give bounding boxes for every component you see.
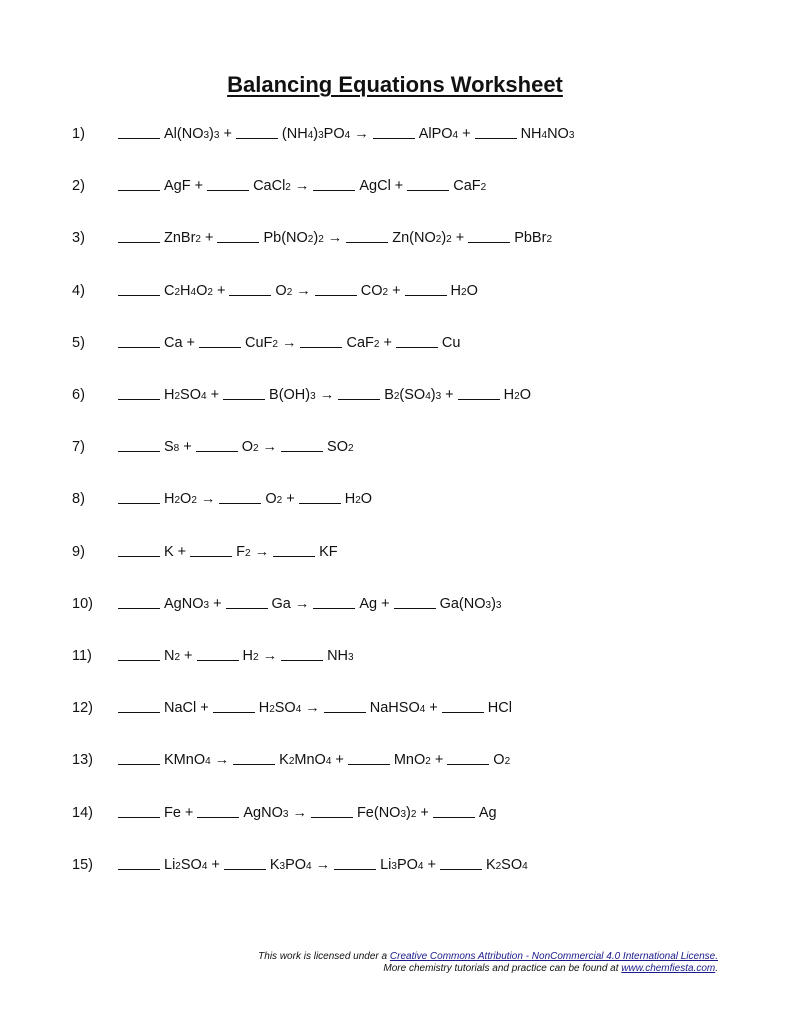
coefficient-blank[interactable] [338, 399, 380, 400]
coefficient-blank[interactable] [118, 295, 160, 296]
coefficient-blank[interactable] [197, 660, 239, 661]
chemical-formula: Zn(NO2)2 [392, 230, 452, 247]
problem-number: 1) [72, 126, 85, 142]
coefficient-blank[interactable] [313, 608, 355, 609]
coefficient-blank[interactable] [118, 660, 160, 661]
yields-arrow-icon: → [319, 387, 335, 403]
equation [118, 752, 514, 768]
coefficient-blank[interactable] [334, 869, 376, 870]
chemical-formula: Ga(NO3)3 [439, 595, 502, 612]
chemical-formula: AgF [164, 178, 191, 195]
site-link[interactable]: www.chemfiesta.com [621, 963, 716, 974]
coefficient-blank[interactable] [348, 764, 390, 765]
coefficient-blank[interactable] [440, 869, 482, 870]
equation [118, 648, 358, 664]
chemical-formula: Fe(NO3)2 [356, 804, 417, 821]
coefficient-blank[interactable] [118, 503, 160, 504]
coefficient-blank[interactable] [315, 295, 357, 296]
equation [118, 230, 556, 246]
chemical-formula: Ag [359, 595, 378, 612]
equation [118, 387, 535, 403]
chemical-formula: H2O2 [164, 491, 197, 508]
chemical-formula: S8 [164, 439, 180, 456]
yields-arrow-icon: → [200, 491, 216, 508]
license-prefix: This work is licensed under a [258, 951, 390, 962]
plus-sign: + [204, 230, 214, 247]
coefficient-blank[interactable] [299, 503, 341, 504]
chemical-formula: ZnBr2 [164, 230, 201, 247]
coefficient-blank[interactable] [118, 190, 160, 191]
coefficient-blank[interactable] [219, 503, 261, 504]
chemical-formula: CaF2 [346, 334, 380, 351]
chemical-formula: Li2SO4 [164, 856, 208, 873]
chemical-formula: KMnO4 [164, 752, 211, 769]
chemical-formula: O2 [265, 491, 283, 508]
chemical-formula: Li3PO4 [380, 856, 424, 873]
coefficient-blank[interactable] [229, 295, 271, 296]
coefficient-blank[interactable] [281, 451, 323, 452]
plus-sign: + [286, 491, 295, 508]
equation [118, 596, 505, 612]
plus-sign: + [184, 804, 194, 821]
chemical-formula: NH3 [327, 648, 354, 664]
coefficient-blank[interactable] [236, 138, 278, 139]
coefficient-blank[interactable] [300, 347, 342, 348]
chemical-formula: AgCl [359, 178, 391, 195]
equation-row [72, 700, 516, 724]
yields-arrow-icon: → [214, 752, 230, 769]
equation-row [72, 805, 501, 829]
coefficient-blank[interactable] [273, 556, 315, 557]
coefficient-blank[interactable] [324, 712, 366, 713]
yields-arrow-icon: → [327, 230, 343, 247]
plus-sign: + [223, 126, 232, 142]
problem-number: 9) [72, 543, 85, 560]
yields-arrow-icon: → [262, 439, 278, 456]
chemical-formula: KF [319, 543, 338, 560]
coefficient-blank[interactable] [475, 138, 517, 139]
equation-row [72, 335, 464, 359]
yields-arrow-icon: → [281, 334, 297, 351]
equation [118, 178, 490, 194]
coefficient-blank[interactable] [311, 817, 353, 818]
plus-sign: + [210, 387, 220, 403]
coefficient-blank[interactable] [346, 242, 388, 243]
equation-row [72, 648, 358, 672]
yields-arrow-icon: → [294, 595, 310, 612]
coefficient-blank[interactable] [233, 764, 275, 765]
problem-number: 13) [72, 752, 93, 769]
coefficient-blank[interactable] [118, 242, 160, 243]
chemical-formula: SO2 [327, 439, 354, 456]
coefficient-blank[interactable] [313, 190, 355, 191]
chemical-formula: H2SO4 [164, 387, 207, 403]
license-link[interactable]: Creative Commons Attribution - NonCommercial 4.0 International License. [389, 951, 718, 962]
chemical-formula: F2 [236, 543, 251, 560]
chemical-formula: AlPO4 [418, 126, 459, 142]
coefficient-blank[interactable] [118, 399, 160, 400]
chemical-formula: N2 [164, 648, 181, 664]
problem-number: 8) [72, 491, 85, 508]
equation-row [72, 857, 532, 881]
plus-sign: + [216, 282, 226, 299]
coefficient-blank[interactable] [197, 817, 239, 818]
coefficient-blank[interactable] [447, 764, 489, 765]
chemical-formula: NaCl [164, 700, 197, 717]
chemical-formula: O2 [275, 282, 293, 299]
problem-number: 2) [72, 178, 85, 195]
coefficient-blank[interactable] [118, 608, 160, 609]
coefficient-blank[interactable] [433, 817, 475, 818]
plus-sign: + [434, 752, 444, 769]
equation-row [72, 439, 358, 463]
page-title: Balancing Equations Worksheet [227, 72, 563, 97]
problem-number: 10) [72, 595, 93, 612]
chemical-formula: CuF2 [245, 334, 278, 351]
license-line [258, 951, 718, 963]
equation-row [72, 283, 482, 307]
coefficient-blank[interactable] [118, 138, 160, 139]
chemical-formula: AgNO3 [243, 804, 289, 821]
coefficient-blank[interactable] [224, 869, 266, 870]
coefficient-blank[interactable] [199, 347, 241, 348]
equation-row [72, 126, 578, 150]
chemical-formula: CO2 [360, 282, 389, 299]
equation [118, 335, 464, 351]
chemical-formula: Fe [164, 804, 181, 821]
yields-arrow-icon: → [254, 543, 270, 560]
equation [118, 544, 342, 560]
plus-sign: + [381, 595, 390, 612]
coefficient-blank[interactable] [118, 347, 160, 348]
problem-number: 3) [72, 230, 85, 247]
yields-arrow-icon: → [296, 282, 311, 299]
plus-sign: + [394, 178, 404, 195]
coefficient-blank[interactable] [118, 817, 160, 818]
coefficient-blank[interactable] [226, 608, 268, 609]
coefficient-blank[interactable] [396, 347, 438, 348]
chemical-formula: CaF2 [453, 178, 487, 195]
equation-row [72, 752, 514, 776]
yields-arrow-icon: → [294, 178, 310, 195]
plus-sign: + [455, 230, 465, 247]
problem-number: 11) [72, 648, 92, 664]
plus-sign: + [200, 700, 209, 717]
chemical-formula: Ca [164, 334, 183, 351]
chemical-formula: K3PO4 [269, 856, 312, 873]
coefficient-blank[interactable] [458, 399, 500, 400]
coefficient-blank[interactable] [118, 712, 160, 713]
coefficient-blank[interactable] [207, 190, 249, 191]
site-line [258, 963, 718, 975]
chemical-formula: HCl [487, 700, 512, 717]
equation-row [72, 230, 556, 254]
coefficient-blank[interactable] [118, 764, 160, 765]
chemical-formula: H2O [503, 387, 531, 403]
coefficient-blank[interactable] [196, 451, 238, 452]
chemical-formula: O2 [493, 752, 511, 769]
equation-row [72, 387, 535, 411]
plus-sign: + [211, 856, 220, 873]
chemical-formula: B(OH)3 [269, 387, 316, 403]
chemical-formula: B2(SO4)3 [384, 387, 442, 403]
plus-sign: + [420, 804, 429, 821]
plus-sign: + [213, 595, 222, 612]
equation-row [72, 178, 490, 202]
yields-arrow-icon: → [262, 648, 278, 664]
yields-arrow-icon: → [315, 856, 331, 873]
equation-row [72, 491, 376, 515]
chemical-formula: Ga [271, 595, 291, 612]
coefficient-blank[interactable] [217, 242, 259, 243]
problem-number: 6) [72, 387, 85, 403]
chemical-formula: H2O [450, 282, 478, 299]
chemical-formula: H2SO4 [258, 700, 302, 717]
equation [118, 126, 578, 142]
problem-number: 14) [72, 804, 93, 821]
coefficient-blank[interactable] [405, 295, 447, 296]
equation-row [72, 544, 342, 568]
coefficient-blank[interactable] [223, 399, 265, 400]
yields-arrow-icon: → [292, 804, 307, 821]
plus-sign: + [429, 700, 438, 717]
license-footer [258, 951, 718, 975]
chemical-formula: K2MnO4 [279, 752, 332, 769]
chemical-formula: Pb(NO2)2 [263, 230, 324, 247]
coefficient-blank[interactable] [281, 660, 323, 661]
chemical-formula: K2SO4 [485, 856, 528, 873]
plus-sign: + [445, 387, 454, 403]
equation [118, 700, 516, 716]
plus-sign: + [183, 439, 192, 456]
coefficient-blank[interactable] [442, 712, 484, 713]
coefficient-blank[interactable] [468, 242, 510, 243]
equation [118, 439, 358, 455]
chemical-formula: Al(NO3)3 [164, 126, 220, 142]
plus-sign: + [177, 543, 187, 560]
chemical-formula: MnO2 [393, 752, 431, 769]
plus-sign: + [427, 856, 436, 873]
problem-number: 5) [72, 334, 85, 351]
equation [118, 805, 501, 821]
site-suffix: . [715, 963, 718, 974]
chemical-formula: CaCl2 [253, 178, 291, 195]
chemical-formula: H2O [344, 491, 373, 508]
coefficient-blank[interactable] [118, 451, 160, 452]
plus-sign: + [462, 126, 471, 142]
problem-number: 4) [72, 282, 85, 299]
coefficient-blank[interactable] [213, 712, 255, 713]
chemical-formula: Ag [478, 804, 497, 821]
chemical-formula: AgNO3 [164, 595, 210, 612]
chemical-formula: NaHSO4 [369, 700, 426, 717]
chemical-formula: (NH4)3PO4 [281, 126, 351, 142]
yields-arrow-icon: → [354, 126, 369, 142]
plus-sign: + [186, 334, 196, 351]
coefficient-blank[interactable] [373, 138, 415, 139]
plus-sign: + [184, 648, 193, 664]
site-prefix: More chemistry tutorials and practice can be found at [383, 963, 622, 974]
problem-number: 15) [72, 856, 93, 873]
equation [118, 283, 482, 299]
chemical-formula: C2H4O2 [164, 282, 213, 299]
equation [118, 491, 376, 507]
plus-sign: + [392, 282, 401, 299]
chemical-formula: NH4NO3 [520, 126, 575, 142]
plus-sign: + [335, 752, 344, 769]
coefficient-blank[interactable] [190, 556, 232, 557]
chemical-formula: O2 [241, 439, 259, 456]
problem-number: 12) [72, 700, 93, 717]
coefficient-blank[interactable] [407, 190, 449, 191]
chemical-formula: K [164, 543, 174, 560]
problem-number: 7) [72, 439, 85, 456]
coefficient-blank[interactable] [118, 556, 160, 557]
coefficient-blank[interactable] [118, 869, 160, 870]
chemical-formula: PbBr2 [514, 230, 552, 247]
plus-sign: + [383, 334, 392, 351]
chemical-formula: H2 [242, 648, 259, 664]
plus-sign: + [194, 178, 204, 195]
equation-row [72, 596, 505, 620]
chemical-formula: Cu [441, 334, 461, 351]
yields-arrow-icon: → [305, 700, 320, 717]
coefficient-blank[interactable] [394, 608, 436, 609]
equation [118, 857, 532, 873]
